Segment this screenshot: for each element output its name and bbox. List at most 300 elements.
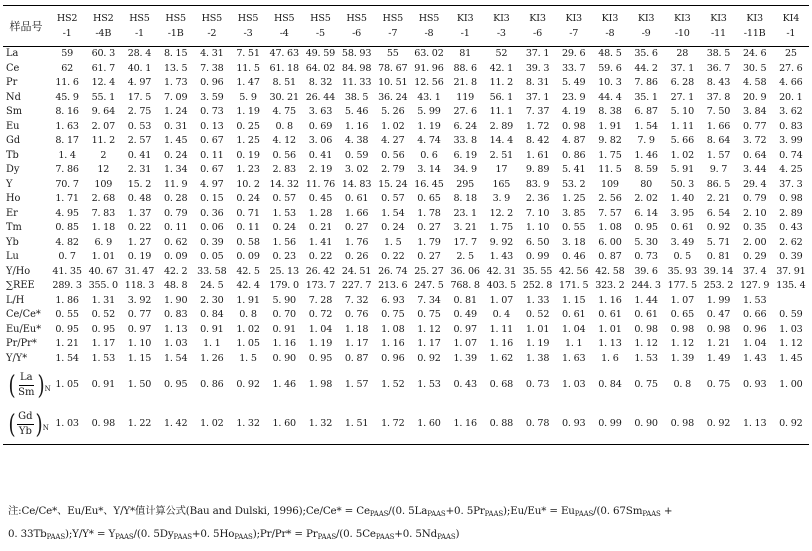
table-cell: 62 <box>61 62 73 74</box>
table-cell: 1. 11 <box>670 120 694 132</box>
table-cell: 64. 02 <box>305 62 336 74</box>
table-cell: 5. 49 <box>562 77 586 88</box>
table-cell: 25 <box>784 48 797 59</box>
table-cell: 6. 24 <box>453 120 477 132</box>
table-cell: 37. 91 <box>776 265 806 277</box>
table-cell: 1. 25 <box>562 193 586 204</box>
table-cell: 36. 24 <box>378 91 408 103</box>
table-cell: 4. 58 <box>742 77 767 88</box>
table-cell: 50. 3 <box>670 178 694 190</box>
table-cell: 1. 98 <box>308 379 333 391</box>
table-cell: 171. 5 <box>559 280 589 291</box>
table-cell: 0. 22 <box>308 251 333 262</box>
column-header <box>773 6 809 47</box>
table-cell: 109 <box>94 178 113 190</box>
column-header <box>230 6 266 47</box>
table-cell: 0. 98 <box>670 323 694 335</box>
table-cell: 33. 7 <box>562 62 586 74</box>
column-header-site: HS2 <box>56 13 78 24</box>
table-cell: 0. 90 <box>628 405 664 445</box>
column-header-number: -2 <box>207 28 217 39</box>
table-cell: 16. 45 <box>414 178 444 190</box>
table-cell: 3. 85 <box>562 207 586 219</box>
table-cell: 0. 81 <box>706 251 731 262</box>
table-cell: 33. 8 <box>453 135 477 146</box>
table-cell: 8. 31 <box>525 77 550 88</box>
table-cell: 0. 52 <box>525 309 550 320</box>
table-cell: 0. 75 <box>706 379 731 391</box>
table-cell: 25. 13 <box>269 265 299 277</box>
table-cell: 2 <box>100 149 107 161</box>
column-header <box>556 6 592 47</box>
table-cell: 1. 12 <box>417 323 441 335</box>
table-cell: 0. 61 <box>634 309 658 320</box>
row-label: Gd <box>6 135 21 146</box>
table-cell: 1. 4 <box>58 149 76 161</box>
table-cell: 0. 13 <box>200 120 224 132</box>
table-cell: 0. 11 <box>236 222 260 233</box>
table-cell: 4. 87 <box>562 135 586 146</box>
table-cell: 0. 26 <box>344 251 369 262</box>
table-cell: 227. 7 <box>341 280 372 291</box>
table-cell: 0. 39 <box>200 236 224 248</box>
table-cell: 26. 44 <box>305 91 336 103</box>
table-cell: 7. 9 <box>637 135 655 146</box>
column-header <box>339 6 375 47</box>
table-cell: 12. 4 <box>91 77 115 88</box>
table-cell: 0. 78 <box>519 405 555 445</box>
table-cell: 0. 93 <box>742 379 767 391</box>
table-cell: 0. 92 <box>773 405 809 445</box>
column-header-site: KI3 <box>601 13 619 24</box>
table-cell: 1. 99 <box>706 294 731 306</box>
table-cell: 1. 50 <box>127 379 152 391</box>
table-cell: 12. 2 <box>489 207 514 219</box>
table-cell: 1. 04 <box>562 323 586 335</box>
table-cell: 0. 8 <box>673 379 692 391</box>
table-cell: 4. 75 <box>272 106 296 117</box>
table-cell: 1. 02 <box>236 323 260 335</box>
table-row <box>3 62 809 77</box>
column-header-site: HS5 <box>165 13 186 24</box>
table-cell: 0. 93 <box>556 405 592 445</box>
table-cell: 0. 56 <box>272 149 296 161</box>
footnote-line-2: 0. $33Tb_{PAAS});Y/Y* = Y_{PAAS}/(0$. $5Dy_{PAAS}+0$. $5Ho_{PAAS});Pr/Pr* = Pr_{PAAS}/(0$. $5Ce_{PAAS}+0$. $5Nd_{PAAS}$) <box>8 528 460 541</box>
table-cell: 5. 46 <box>344 106 369 117</box>
table-cell: 5. 91 <box>670 164 694 175</box>
table-cell: 1. 28 <box>308 207 333 219</box>
table-footnote <box>8 500 808 546</box>
table-cell: 1. 45 <box>163 135 188 146</box>
table-cell: 1. 75 <box>489 222 514 233</box>
table-cell: 59 <box>61 48 73 59</box>
table-cell: 24. 6 <box>742 48 767 59</box>
table-cell: 70. 7 <box>55 178 79 190</box>
table-cell: 0. 8 <box>275 120 293 132</box>
fraction-denominator: Sm <box>18 387 35 398</box>
table-cell: 24. 51 <box>341 265 372 277</box>
row-label: Y <box>6 178 13 190</box>
table-cell: 0. 23 <box>272 251 296 262</box>
table-cell: 5. 30 <box>634 236 658 248</box>
row-label <box>3 405 49 445</box>
table-cell: 1. 17 <box>91 338 115 349</box>
table-row <box>3 91 809 106</box>
table-cell: 0. 27 <box>417 222 441 233</box>
table-cell: 0. 90 <box>272 352 296 364</box>
row-label: Er <box>6 207 18 219</box>
table-cell: 5. 90 <box>272 294 296 306</box>
table-cell: 0. 91 <box>200 323 224 335</box>
table-cell: 35. 55 <box>522 265 553 277</box>
ratio-label <box>7 411 49 438</box>
table-cell: 28. 4 <box>127 48 152 59</box>
table-cell: 84. 98 <box>341 62 372 74</box>
table-cell: 0. 96 <box>381 352 405 364</box>
table-cell: 0. 98 <box>706 323 731 335</box>
table-cell: 1. 27 <box>127 236 152 248</box>
table-row <box>3 366 809 405</box>
table-cell: 1. 5 <box>239 352 257 364</box>
column-header-site: HS5 <box>310 13 331 24</box>
table-cell: 1. 47 <box>236 77 260 88</box>
table-cell: 2. 51 <box>489 149 514 161</box>
column-header-site: HS5 <box>418 13 440 24</box>
table-cell: 1. 91 <box>236 294 260 306</box>
table-cell: 1. 72 <box>375 405 411 445</box>
table-cell: 0. 92 <box>700 405 736 445</box>
table-cell: 6. 14 <box>634 207 658 219</box>
table-cell: 0. 97 <box>127 323 152 335</box>
table-cell: 10. 3 <box>598 77 622 88</box>
table-cell: 0. 05 <box>200 251 224 262</box>
table-cell: 1. 71 <box>55 193 79 204</box>
table-cell: 17. 7 <box>453 236 477 248</box>
table-cell: 0. 11 <box>163 222 188 233</box>
column-header-site: HS5 <box>129 13 150 24</box>
table-cell: 53. 2 <box>562 178 586 190</box>
table-cell: 14. 83 <box>341 178 372 190</box>
table-cell: 135. 4 <box>776 280 806 291</box>
table-cell: 0. 92 <box>417 352 441 364</box>
column-header-number: -7 <box>569 28 579 39</box>
column-header <box>628 6 664 47</box>
table-cell: 0. 73 <box>200 106 224 117</box>
table-cell: 42. 56 <box>559 265 589 277</box>
ree-data-table <box>3 5 809 445</box>
column-header-number: -1 <box>62 28 72 39</box>
table-cell: 43. 1 <box>417 91 441 103</box>
table-cell: 36. 06 <box>450 265 480 277</box>
table-cell: 1. 78 <box>417 207 441 219</box>
table-cell: 3. 18 <box>562 236 586 248</box>
column-header-number: -6 <box>533 28 542 39</box>
table-cell: 1. 12 <box>779 338 803 349</box>
table-cell: 33. 58 <box>197 265 227 277</box>
table-cell: 0. 31 <box>163 120 188 132</box>
table-cell: 0. 98 <box>634 323 658 335</box>
table-cell: 1. 07 <box>489 294 514 306</box>
table-cell: 42. 5 <box>236 265 260 277</box>
table-cell: 1. 66 <box>344 207 369 219</box>
table-cell: 247. 5 <box>414 280 444 291</box>
table-cell: 26. 74 <box>378 265 408 277</box>
table-cell: 1. 12 <box>634 338 658 349</box>
table-cell: 2. 10 <box>742 207 767 219</box>
table-cell: 0. 57 <box>381 193 405 204</box>
corner-header: 样品号 <box>3 6 49 47</box>
table-cell: 42. 1 <box>489 62 514 74</box>
table-cell: 1. 54 <box>55 352 79 364</box>
table-cell: 9. 82 <box>598 135 622 146</box>
table-cell: 2. 21 <box>706 193 731 204</box>
column-header-number: -11 <box>711 28 726 39</box>
table-cell: 9. 64 <box>91 106 115 117</box>
row-label: L/H <box>6 294 25 306</box>
table-cell: 58. 93 <box>341 48 372 59</box>
table-cell: 14. 32 <box>269 178 299 190</box>
table-cell: 10. 2 <box>236 178 260 190</box>
table-cell: 2. 00 <box>742 236 767 248</box>
table-cell: 1. 11 <box>489 323 514 335</box>
table-cell: 244. 3 <box>631 280 661 291</box>
table-cell: 12 <box>97 164 110 175</box>
column-header <box>411 6 447 47</box>
table-cell: 40. 1 <box>127 62 152 74</box>
column-header <box>158 6 194 47</box>
table-row <box>3 323 809 338</box>
column-header-number: -8 <box>424 28 434 39</box>
table-cell: 0. 59 <box>344 149 369 161</box>
table-cell: 42. 58 <box>595 265 625 277</box>
table-cell: 177. 5 <box>667 280 697 291</box>
table-cell: 1. 1 <box>203 338 221 349</box>
table-cell: 1. 53 <box>272 207 296 219</box>
table-cell: 11. 6 <box>55 77 79 88</box>
table-cell: 7. 83 <box>91 207 115 219</box>
table-cell: 7. 10 <box>525 207 550 219</box>
table-cell: 1. 16 <box>381 338 405 349</box>
table-cell: 4. 25 <box>779 164 803 175</box>
table-cell: 48. 5 <box>598 48 622 59</box>
empty-cell <box>773 294 809 309</box>
row-label: Y/Ho <box>6 265 31 277</box>
table-cell: 0. 21 <box>308 222 333 233</box>
table-cell: 0. 97 <box>453 323 477 335</box>
table-cell: 39. 3 <box>525 62 550 74</box>
fraction-numerator: Gd <box>17 411 33 425</box>
column-header-site: KI4 <box>782 13 800 24</box>
table-cell: 4. 97 <box>127 77 152 88</box>
row-label: Dy <box>6 164 20 175</box>
table-cell: 1. 19 <box>236 106 260 117</box>
table-cell: 7. 37 <box>525 106 550 117</box>
table-cell: 0. 41 <box>308 149 333 161</box>
table-cell: 8. 17 <box>55 135 79 146</box>
table-cell: 1. 53 <box>742 294 767 306</box>
row-label: Lu <box>6 251 19 262</box>
table-cell: 1. 39 <box>453 352 477 364</box>
table-cell: 1. 05 <box>55 379 79 391</box>
table-cell: 179. 0 <box>269 280 299 291</box>
table-cell: 7. 32 <box>344 294 369 306</box>
table-cell: 29. 6 <box>562 48 586 59</box>
table-cell: 0. 27 <box>417 251 441 262</box>
table-row <box>3 265 809 280</box>
column-header <box>85 6 121 47</box>
fraction-numerator: La <box>19 372 34 386</box>
table-cell: 1. 16 <box>447 405 483 445</box>
table-cell: 1. 03 <box>562 379 586 391</box>
table-cell: 36. 7 <box>706 62 731 74</box>
table-cell: 6. 9 <box>94 236 113 248</box>
table-cell: 14. 4 <box>489 135 514 146</box>
table-cell: 0. 79 <box>742 193 767 204</box>
table-row <box>3 120 809 135</box>
table-cell: 47. 63 <box>269 48 299 59</box>
table-cell: 7. 50 <box>706 106 731 117</box>
row-label: Pr/Pr* <box>6 338 37 349</box>
table-cell: 7. 38 <box>200 62 224 74</box>
table-cell: 0. 95 <box>91 323 115 335</box>
table-cell: 0. 24 <box>236 193 260 204</box>
table-cell: 13. 5 <box>163 62 188 74</box>
table-cell: 8. 32 <box>308 77 333 88</box>
table-cell: 8. 42 <box>525 135 550 146</box>
column-header-number: -1 <box>460 28 470 39</box>
fraction-denominator: Yb <box>18 426 32 437</box>
table-cell: 1. 03 <box>779 323 803 335</box>
table-row <box>3 76 809 91</box>
table-cell: 1. 33 <box>525 294 550 306</box>
column-header-site: KI3 <box>746 13 763 24</box>
column-header-site: HS5 <box>346 13 367 24</box>
table-cell: 2. 07 <box>91 120 115 132</box>
table-cell: 1. 39 <box>670 352 694 364</box>
column-header <box>737 6 773 47</box>
table-cell: 0. 49 <box>453 309 477 320</box>
table-cell: 0. 95 <box>308 352 333 364</box>
table-row <box>3 294 809 309</box>
column-header <box>266 6 302 47</box>
table-cell: 6. 19 <box>453 149 477 161</box>
table-cell: 3. 62 <box>779 106 803 117</box>
table-cell: 61. 7 <box>91 62 115 74</box>
table-cell: 1. 21 <box>55 338 79 349</box>
column-header-number: -5 <box>315 28 325 39</box>
table-row <box>3 308 809 323</box>
table-cell: 5. 10 <box>670 106 694 117</box>
table-cell: 15. 2 <box>127 178 152 190</box>
table-cell: 1. 26 <box>200 352 224 364</box>
column-header-number: -1B <box>167 28 184 39</box>
table-cell: 0. 84 <box>598 379 622 391</box>
table-cell: 1. 60 <box>266 405 302 445</box>
row-label <box>3 366 49 405</box>
row-label: Tm <box>6 222 22 233</box>
table-cell: 30. 21 <box>269 91 299 103</box>
table-cell: 4. 12 <box>272 135 296 146</box>
table-cell: 0. 48 <box>127 193 152 204</box>
table-cell: 1. 13 <box>737 405 773 445</box>
table-cell: 0. 77 <box>127 309 152 320</box>
table-cell: 11. 5 <box>236 62 260 74</box>
table-cell: 0. 55 <box>562 222 586 233</box>
table-cell: 0. 15 <box>200 193 224 204</box>
ratio-label <box>7 372 51 399</box>
table-cell: 6. 54 <box>706 207 731 219</box>
table-row <box>3 47 809 62</box>
table-cell: 0. 66 <box>742 309 767 320</box>
normalized-subscript: N <box>44 384 51 393</box>
table-cell: 3. 63 <box>308 106 333 117</box>
table-cell: 1. 63 <box>562 352 586 364</box>
table-cell: 3. 95 <box>670 207 694 219</box>
table-cell: 1. 10 <box>127 338 152 349</box>
table-cell: 323. 2 <box>595 280 625 291</box>
table-cell: 4. 82 <box>55 236 79 248</box>
table-cell: 1. 01 <box>525 323 550 335</box>
row-label: Sm <box>6 106 23 117</box>
table-cell: 1. 46 <box>634 149 658 161</box>
table-cell: 2. 75 <box>127 106 152 117</box>
table-cell: 0. 61 <box>670 222 694 233</box>
column-header-site: KI3 <box>565 13 582 24</box>
table-cell: 0. 47 <box>706 309 731 320</box>
table-cell: 0. 27 <box>344 222 369 233</box>
table-cell: 1. 05 <box>236 338 260 349</box>
table-cell: 20. 9 <box>742 91 767 103</box>
table-cell: 1. 32 <box>302 405 338 445</box>
table-cell: 11. 5 <box>598 164 622 175</box>
table-cell: 0. 6 <box>420 149 438 161</box>
table-cell: 1. 63 <box>55 120 79 132</box>
table-cell: 12. 56 <box>414 77 444 88</box>
table-cell: 289. 3 <box>52 280 82 291</box>
table-cell: 35. 93 <box>667 265 697 277</box>
table-cell: 0. 79 <box>163 207 188 219</box>
table-cell: 2. 30 <box>200 294 224 306</box>
table-cell: 1. 40 <box>670 193 694 204</box>
table-cell: 1. 16 <box>272 338 296 349</box>
table-cell: 1. 24 <box>163 106 188 117</box>
table-cell: 0. 24 <box>272 222 296 233</box>
table-cell: 1. 6 <box>601 352 619 364</box>
table-cell: 213. 6 <box>378 280 408 291</box>
table-cell: 7. 09 <box>163 91 188 103</box>
table-cell: 9. 92 <box>489 236 514 248</box>
table-cell: 1. 21 <box>706 338 731 349</box>
column-header-number: -9 <box>641 28 651 39</box>
table-cell: 253. 2 <box>703 280 734 291</box>
column-header-number: -4B <box>95 28 112 39</box>
table-cell: 42. 2 <box>163 265 188 277</box>
table-cell: 0. 8 <box>239 309 257 320</box>
column-header <box>194 6 230 47</box>
table-cell: 0. 77 <box>742 120 767 132</box>
column-header <box>375 6 411 47</box>
table-cell: 1. 51 <box>339 405 375 445</box>
table-cell: 0. 98 <box>779 193 803 204</box>
table-cell: 1. 02 <box>381 120 405 132</box>
table-cell: 1. 53 <box>634 352 658 364</box>
table-cell: 1. 62 <box>489 352 514 364</box>
right-paren: ) <box>35 409 43 440</box>
table-cell: 0. 68 <box>489 379 514 391</box>
table-cell: 21. 8 <box>453 77 477 88</box>
table-row <box>3 178 809 193</box>
column-header-site: KI3 <box>710 13 727 24</box>
